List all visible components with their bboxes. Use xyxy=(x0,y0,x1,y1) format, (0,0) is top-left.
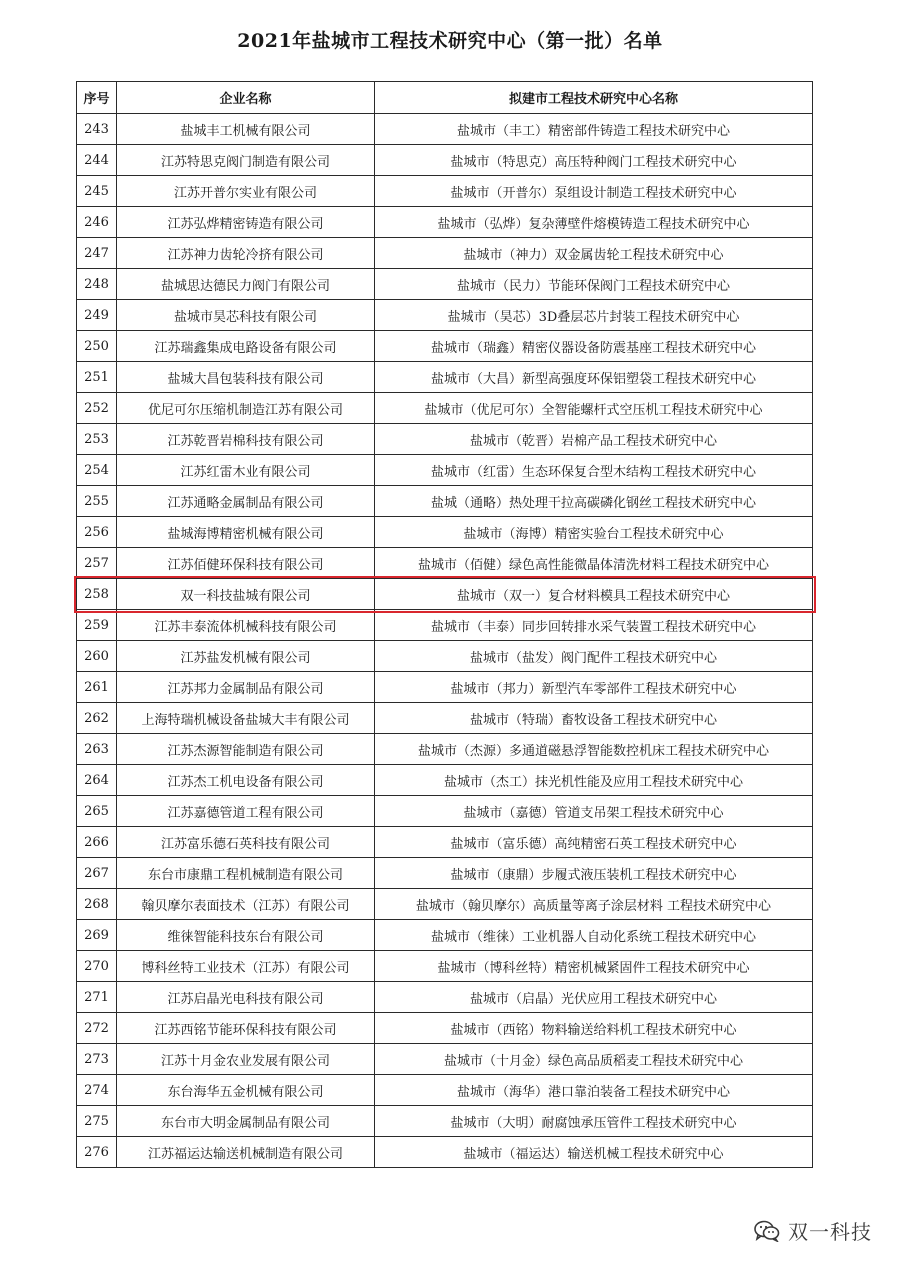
cell-serial-number: 269 xyxy=(77,920,117,951)
cell-company-name: 江苏红雷木业有限公司 xyxy=(117,455,375,486)
cell-company-name: 东台市大明金属制品有限公司 xyxy=(117,1106,375,1137)
cell-company-name: 江苏佰健环保科技有限公司 xyxy=(117,548,375,579)
cell-serial-number: 267 xyxy=(77,858,117,889)
watermark xyxy=(754,1216,872,1245)
cell-company-name: 盐城海博精密机械有限公司 xyxy=(117,517,375,548)
research-center-table-container xyxy=(76,81,812,1168)
cell-company-name: 江苏富乐德石英科技有限公司 xyxy=(117,827,375,858)
table-row xyxy=(77,269,813,300)
cell-center-name: 盐城市（杰工）抹光机性能及应用工程技术研究中心 xyxy=(375,765,813,796)
cell-company-name: 江苏丰泰流体机械科技有限公司 xyxy=(117,610,375,641)
cell-center-name: 盐城市（翰贝摩尔）高质量等离子涂层材料 工程技术研究中心 xyxy=(375,889,813,920)
cell-center-name: 盐城市（瑞鑫）精密仪器设备防震基座工程技术研究中心 xyxy=(375,331,813,362)
cell-center-name: 盐城市（弘烨）复杂薄壁件熔模铸造工程技术研究中心 xyxy=(375,207,813,238)
cell-center-name: 盐城市（启晶）光伏应用工程技术研究中心 xyxy=(375,982,813,1013)
table-row xyxy=(77,1044,813,1075)
cell-serial-number: 248 xyxy=(77,269,117,300)
cell-center-name: 盐城市（博科丝特）精密机械紧固件工程技术研究中心 xyxy=(375,951,813,982)
cell-center-name: 盐城市（特瑞）畜牧设备工程技术研究中心 xyxy=(375,703,813,734)
cell-company-name: 江苏瑞鑫集成电路设备有限公司 xyxy=(117,331,375,362)
table-row xyxy=(77,827,813,858)
cell-center-name: 盐城市（维徕）工业机器人自动化系统工程技术研究中心 xyxy=(375,920,813,951)
cell-center-name: 盐城市（丰工）精密部件铸造工程技术研究中心 xyxy=(375,114,813,145)
header-center-name: 拟建市工程技术研究中心名称 xyxy=(375,82,813,114)
table-header-row xyxy=(77,82,813,114)
cell-company-name: 江苏十月金农业发展有限公司 xyxy=(117,1044,375,1075)
cell-serial-number: 271 xyxy=(77,982,117,1013)
cell-serial-number: 260 xyxy=(77,641,117,672)
cell-center-name: 盐城市（大昌）新型高强度环保铝塑袋工程技术研究中心 xyxy=(375,362,813,393)
cell-company-name: 江苏嘉德管道工程有限公司 xyxy=(117,796,375,827)
cell-serial-number: 261 xyxy=(77,672,117,703)
table-row xyxy=(77,858,813,889)
table-row xyxy=(77,548,813,579)
cell-serial-number: 270 xyxy=(77,951,117,982)
cell-center-name: 盐城市（邦力）新型汽车零部件工程技术研究中心 xyxy=(375,672,813,703)
cell-serial-number: 249 xyxy=(77,300,117,331)
cell-company-name: 盐城市昊芯科技有限公司 xyxy=(117,300,375,331)
cell-center-name: 盐城市（富乐德）高纯精密石英工程技术研究中心 xyxy=(375,827,813,858)
cell-center-name: 盐城市（乾晋）岩棉产品工程技术研究中心 xyxy=(375,424,813,455)
cell-company-name: 盐城大昌包装科技有限公司 xyxy=(117,362,375,393)
cell-center-name: 盐城市（民力）节能环保阀门工程技术研究中心 xyxy=(375,269,813,300)
table-row xyxy=(77,207,813,238)
cell-serial-number: 275 xyxy=(77,1106,117,1137)
cell-company-name: 维徕智能科技东台有限公司 xyxy=(117,920,375,951)
header-serial-number: 序号 xyxy=(77,82,117,114)
table-row xyxy=(77,765,813,796)
cell-serial-number: 255 xyxy=(77,486,117,517)
cell-center-name: 盐城市（优尼可尔）全智能螺杆式空压机工程技术研究中心 xyxy=(375,393,813,424)
cell-company-name: 江苏邦力金属制品有限公司 xyxy=(117,672,375,703)
table-row xyxy=(77,238,813,269)
cell-company-name: 江苏弘烨精密铸造有限公司 xyxy=(117,207,375,238)
cell-company-name: 翰贝摩尔表面技术（江苏）有限公司 xyxy=(117,889,375,920)
cell-serial-number: 253 xyxy=(77,424,117,455)
table-row xyxy=(77,486,813,517)
cell-serial-number: 259 xyxy=(77,610,117,641)
cell-center-name: 盐城市（海博）精密实验台工程技术研究中心 xyxy=(375,517,813,548)
cell-serial-number: 264 xyxy=(77,765,117,796)
cell-company-name: 江苏神力齿轮冷挤有限公司 xyxy=(117,238,375,269)
cell-serial-number: 251 xyxy=(77,362,117,393)
cell-serial-number: 272 xyxy=(77,1013,117,1044)
cell-company-name: 盐城思达德民力阀门有限公司 xyxy=(117,269,375,300)
cell-center-name: 盐城（通略）热处理干拉高碳磷化钢丝工程技术研究中心 xyxy=(375,486,813,517)
cell-serial-number: 265 xyxy=(77,796,117,827)
table-row xyxy=(77,176,813,207)
cell-serial-number: 254 xyxy=(77,455,117,486)
cell-center-name: 盐城市（海华）港口靠泊装备工程技术研究中心 xyxy=(375,1075,813,1106)
table-row xyxy=(77,393,813,424)
table-row xyxy=(77,734,813,765)
cell-company-name: 博科丝特工业技术（江苏）有限公司 xyxy=(117,951,375,982)
cell-serial-number: 250 xyxy=(77,331,117,362)
table-row xyxy=(77,145,813,176)
table-row xyxy=(77,672,813,703)
table-row xyxy=(77,703,813,734)
cell-serial-number: 252 xyxy=(77,393,117,424)
cell-center-name: 盐城市（福运达）输送机械工程技术研究中心 xyxy=(375,1137,813,1168)
page-title: 2021年盐城市工程技术研究中心（第一批）名单 xyxy=(237,30,663,52)
cell-center-name: 盐城市（开普尔）泵组设计制造工程技术研究中心 xyxy=(375,176,813,207)
cell-company-name: 江苏特思克阀门制造有限公司 xyxy=(117,145,375,176)
table-row xyxy=(77,362,813,393)
cell-center-name: 盐城市（西铭）物料输送给料机工程技术研究中心 xyxy=(375,1013,813,1044)
cell-company-name: 江苏杰工机电设备有限公司 xyxy=(117,765,375,796)
table-row xyxy=(77,796,813,827)
cell-center-name: 盐城市（丰泰）同步回转排水采气装置工程技术研究中心 xyxy=(375,610,813,641)
table-body xyxy=(77,114,813,1168)
cell-center-name: 盐城市（昊芯）3D叠层芯片封装工程技术研究中心 xyxy=(375,300,813,331)
wechat-icon xyxy=(754,1220,780,1242)
cell-company-name: 江苏乾晋岩棉科技有限公司 xyxy=(117,424,375,455)
cell-serial-number: 246 xyxy=(77,207,117,238)
table-row xyxy=(77,579,813,610)
cell-center-name: 盐城市（十月金）绿色高品质稻麦工程技术研究中心 xyxy=(375,1044,813,1075)
table-row xyxy=(77,610,813,641)
cell-serial-number: 276 xyxy=(77,1137,117,1168)
cell-center-name: 盐城市（佰健）绿色高性能微晶体清洗材料工程技术研究中心 xyxy=(375,548,813,579)
cell-serial-number: 245 xyxy=(77,176,117,207)
table-row xyxy=(77,1013,813,1044)
cell-center-name: 盐城市（盐发）阀门配件工程技术研究中心 xyxy=(375,641,813,672)
cell-serial-number: 274 xyxy=(77,1075,117,1106)
table-row xyxy=(77,641,813,672)
cell-serial-number: 273 xyxy=(77,1044,117,1075)
cell-center-name: 盐城市（杰源）多通道磁悬浮智能数控机床工程技术研究中心 xyxy=(375,734,813,765)
cell-company-name: 江苏通略金属制品有限公司 xyxy=(117,486,375,517)
cell-company-name: 盐城丰工机械有限公司 xyxy=(117,114,375,145)
cell-center-name: 盐城市（神力）双金属齿轮工程技术研究中心 xyxy=(375,238,813,269)
cell-company-name: 东台海华五金机械有限公司 xyxy=(117,1075,375,1106)
watermark-text: 双一科技 xyxy=(788,1220,872,1244)
cell-company-name: 东台市康鼎工程机械制造有限公司 xyxy=(117,858,375,889)
cell-serial-number: 258 xyxy=(77,579,117,610)
cell-serial-number: 256 xyxy=(77,517,117,548)
table-row xyxy=(77,1106,813,1137)
table-row xyxy=(77,114,813,145)
table-row xyxy=(77,300,813,331)
header-company-name: 企业名称 xyxy=(117,82,375,114)
table-row xyxy=(77,1137,813,1168)
cell-company-name: 双一科技盐城有限公司 xyxy=(117,579,375,610)
cell-serial-number: 243 xyxy=(77,114,117,145)
cell-company-name: 江苏盐发机械有限公司 xyxy=(117,641,375,672)
cell-serial-number: 266 xyxy=(77,827,117,858)
cell-company-name: 优尼可尔压缩机制造江苏有限公司 xyxy=(117,393,375,424)
table-row xyxy=(77,951,813,982)
table-row xyxy=(77,517,813,548)
cell-company-name: 上海特瑞机械设备盐城大丰有限公司 xyxy=(117,703,375,734)
cell-serial-number: 263 xyxy=(77,734,117,765)
cell-company-name: 江苏福运达输送机械制造有限公司 xyxy=(117,1137,375,1168)
cell-serial-number: 257 xyxy=(77,548,117,579)
cell-company-name: 江苏杰源智能制造有限公司 xyxy=(117,734,375,765)
table-row xyxy=(77,889,813,920)
table-row xyxy=(77,982,813,1013)
table-row xyxy=(77,920,813,951)
cell-company-name: 江苏启晶光电科技有限公司 xyxy=(117,982,375,1013)
table-row xyxy=(77,331,813,362)
table-row xyxy=(77,455,813,486)
cell-center-name: 盐城市（嘉德）管道支吊架工程技术研究中心 xyxy=(375,796,813,827)
cell-center-name: 盐城市（大明）耐腐蚀承压管件工程技术研究中心 xyxy=(375,1106,813,1137)
cell-serial-number: 247 xyxy=(77,238,117,269)
table-row xyxy=(77,424,813,455)
cell-serial-number: 244 xyxy=(77,145,117,176)
cell-center-name: 盐城市（双一）复合材料模具工程技术研究中心 xyxy=(375,579,813,610)
cell-company-name: 江苏西铭节能环保科技有限公司 xyxy=(117,1013,375,1044)
table-row xyxy=(77,1075,813,1106)
research-center-table xyxy=(76,81,813,1168)
cell-center-name: 盐城市（红雷）生态环保复合型木结构工程技术研究中心 xyxy=(375,455,813,486)
cell-company-name: 江苏开普尔实业有限公司 xyxy=(117,176,375,207)
cell-center-name: 盐城市（康鼎）步履式液压装机工程技术研究中心 xyxy=(375,858,813,889)
cell-serial-number: 268 xyxy=(77,889,117,920)
cell-center-name: 盐城市（特思克）高压特种阀门工程技术研究中心 xyxy=(375,145,813,176)
cell-serial-number: 262 xyxy=(77,703,117,734)
